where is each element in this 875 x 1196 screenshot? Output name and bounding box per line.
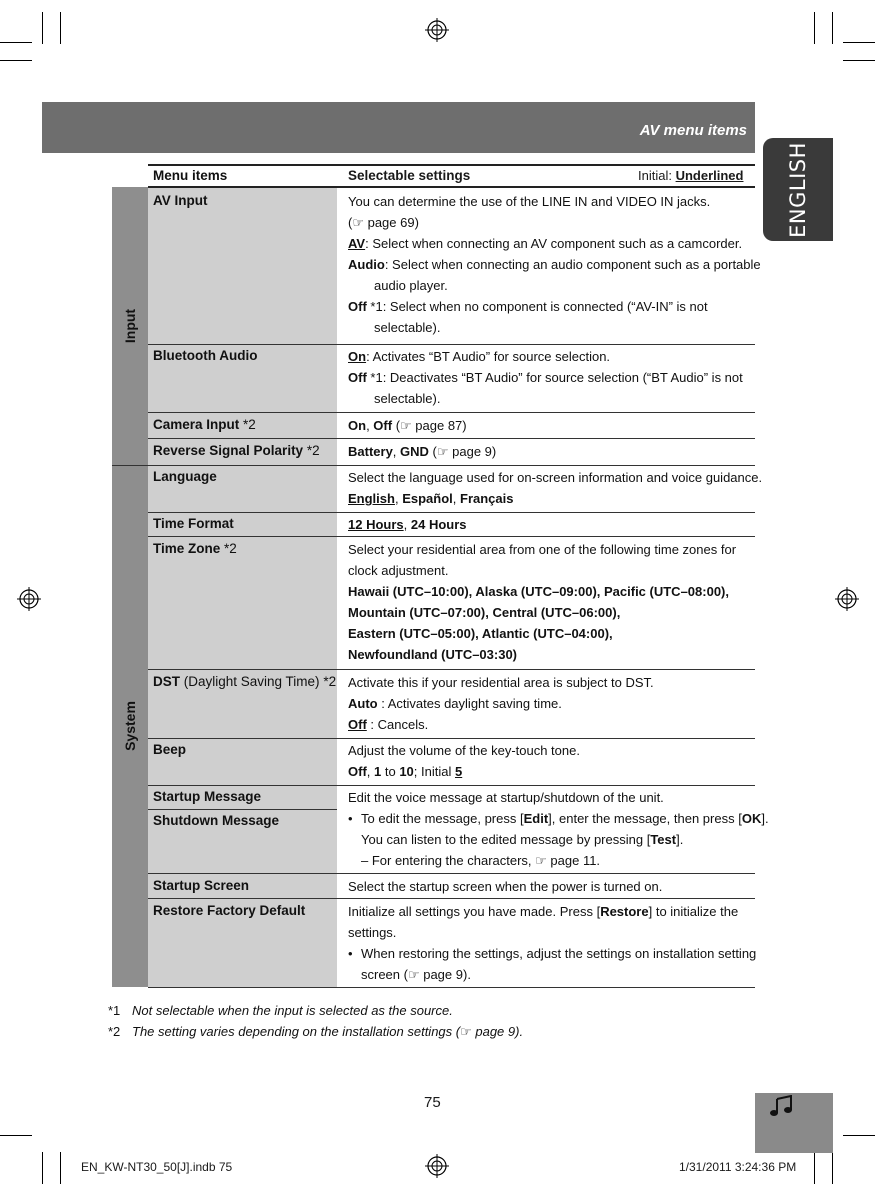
- menu-item-av-input: AV Input: [153, 193, 208, 208]
- crop-mark: [843, 42, 875, 43]
- settings-bluetooth-audio: On: Activates “BT Audio” for source selection. Off *1: Deactivates “BT Audio” for source selection (“BT Audio” is not selectable).: [348, 349, 743, 406]
- menu-item-dst: DST (Daylight Saving Time) *2: [153, 674, 337, 689]
- crop-mark: [42, 1152, 43, 1184]
- section-header-bar: [42, 102, 755, 153]
- row-divider: [148, 536, 755, 537]
- settings-restore-factory-default: Initialize all settings you have made. Press [Restore] to initialize the settings. • When restoring the settings, adjust the settings on installation setting screen (☞ page 9).: [348, 904, 757, 982]
- menu-items-column: [148, 187, 337, 987]
- row-divider: [148, 873, 755, 874]
- print-slug-date: 1/31/2011 3:24:36 PM: [679, 1160, 797, 1174]
- menu-item-bluetooth-audio: Bluetooth Audio: [153, 348, 258, 363]
- menu-item-time-format: Time Format: [153, 516, 234, 531]
- crop-mark: [0, 1135, 32, 1136]
- menu-item-camera-input: Camera Input *2: [153, 417, 256, 432]
- music-note-icon: [769, 1095, 799, 1119]
- settings-startup-screen: Select the startup screen when the power is turned on.: [348, 879, 663, 894]
- menu-item-language: Language: [153, 469, 217, 484]
- row-divider: [148, 512, 755, 513]
- menu-item-restore-factory-default: Restore Factory Default: [153, 903, 306, 918]
- row-divider: [148, 438, 755, 439]
- registration-mark-icon: [17, 587, 41, 611]
- menu-item-shutdown-message: Shutdown Message: [153, 813, 280, 828]
- settings-time-zone: Select your residential area from one of the following time zones for clock adjustment. Hawaii (UTC–10:00), Alaska (UTC–09:00), Pacific (UTC–08:00), Mountain (UTC–07:00), Central (UTC–06:00), Eastern (UTC–05:00), Atlantic (UTC–04:00), Newfoundland (UTC–03:30): [348, 542, 737, 662]
- page-number: 75: [424, 1094, 441, 1111]
- language-tab: [763, 138, 833, 241]
- settings-dst: Activate this if your residential area is subject to DST. Auto : Activates daylight saving time. Off : Cancels.: [348, 675, 654, 732]
- row-divider: [148, 738, 755, 739]
- menu-item-startup-message: Startup Message: [153, 789, 262, 804]
- row-divider: [148, 809, 337, 810]
- settings-startup-shutdown-message: Edit the voice message at startup/shutdown of the unit. • To edit the message, press [Edit], enter the message, then press [OK]. You can listen to the edited message by pressing [Test]. – For entering the characters, ☞ page 11.: [348, 790, 769, 868]
- settings-av-input: You can determine the use of the LINE IN and VIDEO IN jacks. (☞ page 69) AV: Select when connecting an AV component such as a camcorder. Audio: Select when connecting an audio component such as a portable audio player. Off *1: Select when no component is connected (“AV-IN” is not selectable).: [348, 194, 761, 335]
- language-tab-label: ENGLISH: [786, 141, 810, 238]
- table-bottom-rule: [148, 987, 755, 988]
- crop-mark: [843, 1135, 875, 1136]
- settings-time-format: 12 Hours, 24 Hours: [348, 517, 467, 532]
- crop-mark: [0, 60, 32, 61]
- group-divider: [112, 465, 755, 466]
- row-divider: [148, 898, 755, 899]
- initial-note: Initial: Underlined: [638, 168, 744, 183]
- print-slug-file: EN_KW-NT30_50[J].indb 75: [81, 1160, 233, 1174]
- settings-camera-input: On, Off (☞ page 87): [348, 418, 467, 433]
- crop-mark: [60, 12, 61, 44]
- table-header-rule: [148, 186, 755, 188]
- crop-mark: [843, 60, 875, 61]
- group-system-label: System: [122, 701, 138, 751]
- crop-mark: [60, 1152, 61, 1184]
- menu-item-reverse-signal-polarity: Reverse Signal Polarity *2: [153, 443, 320, 458]
- group-system: [112, 465, 148, 987]
- row-divider: [148, 412, 755, 413]
- group-input-label: Input: [122, 308, 138, 344]
- group-input: [112, 187, 148, 465]
- crop-mark: [42, 12, 43, 44]
- registration-mark-icon: [425, 18, 449, 42]
- crop-mark: [0, 42, 32, 43]
- column-header-selectable-settings: Selectable settings: [348, 168, 471, 183]
- crop-mark: [832, 12, 833, 44]
- crop-mark: [814, 1152, 815, 1184]
- settings-reverse-signal-polarity: Battery, GND (☞ page 9): [348, 444, 497, 459]
- registration-mark-icon: [425, 1154, 449, 1178]
- row-divider: [148, 344, 755, 345]
- music-tab: [755, 1093, 833, 1153]
- row-divider: [148, 669, 755, 670]
- menu-item-beep: Beep: [153, 742, 187, 757]
- menu-item-startup-screen: Startup Screen: [153, 878, 250, 893]
- column-header-menu-items: Menu items: [153, 168, 228, 183]
- crop-mark: [814, 12, 815, 44]
- settings-language: Select the language used for on-screen information and voice guidance. English, Español, Français: [348, 470, 763, 506]
- crop-mark: [832, 1152, 833, 1184]
- table-top-rule: [148, 164, 755, 166]
- menu-item-time-zone: Time Zone *2: [153, 541, 237, 556]
- settings-beep: Adjust the volume of the key-touch tone. Off, 1 to 10; Initial 5: [348, 743, 580, 779]
- footnote-1: *1 Not selectable when the input is selected as the source.: [108, 1003, 453, 1018]
- registration-mark-icon: [835, 587, 859, 611]
- section-title: AV menu items: [639, 122, 747, 139]
- footnote-2: *2 The setting varies depending on the installation settings (☞ page 9).: [108, 1024, 524, 1039]
- row-divider: [148, 785, 755, 786]
